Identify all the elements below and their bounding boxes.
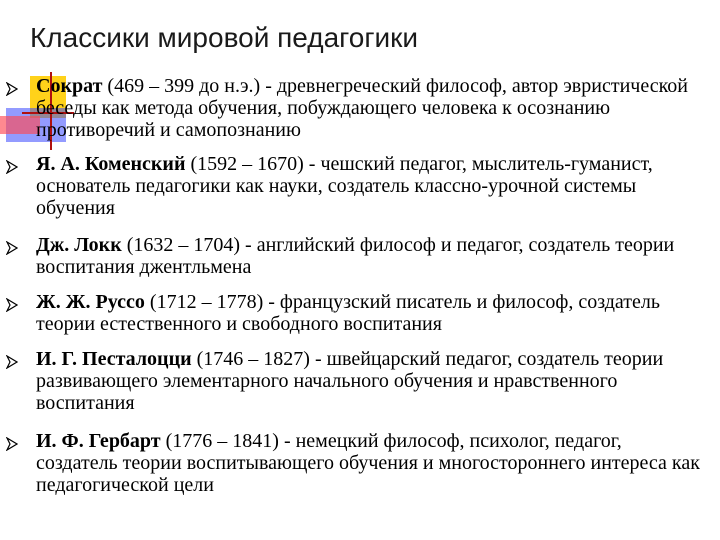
person-name: Сократ — [36, 75, 103, 97]
arrowhead-bullet-icon — [6, 160, 18, 174]
arrowhead-bullet-icon — [6, 82, 18, 96]
person-description: (1712 – 1778) - французский писатель и философ, создатель теории естественного и свободного воспитания — [36, 291, 660, 335]
arrowhead-bullet-icon — [6, 437, 18, 451]
list-item — [36, 234, 706, 278]
person-name: И. Г. Песталоцци — [36, 348, 192, 370]
person-description: (1592 – 1670) - чешский педагог, мыслитель-гуманист, основатель педагогики как науки, создатель классно-урочной системы обучения — [36, 153, 653, 219]
list-item — [36, 348, 706, 414]
person-description: (1776 – 1841) - немецкий философ, психолог, педагог, создатель теории воспитывающего обучения и многостороннего интереса как педагогической цели — [36, 430, 700, 496]
person-description: (1746 – 1827) - швейцарский педагог, создатель теории развивающего элементарного начального обучения и нравственного воспитания — [36, 348, 664, 414]
person-name: И. Ф. Гербарт — [36, 430, 161, 452]
slide-title: Классики мировой педагогики — [30, 22, 419, 53]
person-name: Ж. Ж. Руссо — [36, 291, 145, 313]
person-name: Дж. Локк — [36, 234, 122, 256]
arrowhead-bullet-icon — [6, 355, 18, 369]
person-description: (1632 – 1704) - английский философ и педагог, создатель теории воспитания джентльмена — [36, 234, 675, 278]
arrowhead-bullet-icon — [6, 298, 18, 312]
list-item — [36, 153, 706, 219]
arrowhead-bullet-icon — [6, 241, 18, 255]
decor-red-square — [0, 116, 40, 134]
person-description: (469 – 399 до н.э.) - древнегреческий философ, автор эвристической беседы как метода обучения, побуждающего человека к осознанию противоречий и самопознанию — [36, 75, 688, 141]
list-item — [36, 291, 706, 335]
list-item — [36, 430, 706, 496]
person-name: Я. А. Коменский — [36, 153, 186, 175]
list-item — [36, 75, 706, 141]
